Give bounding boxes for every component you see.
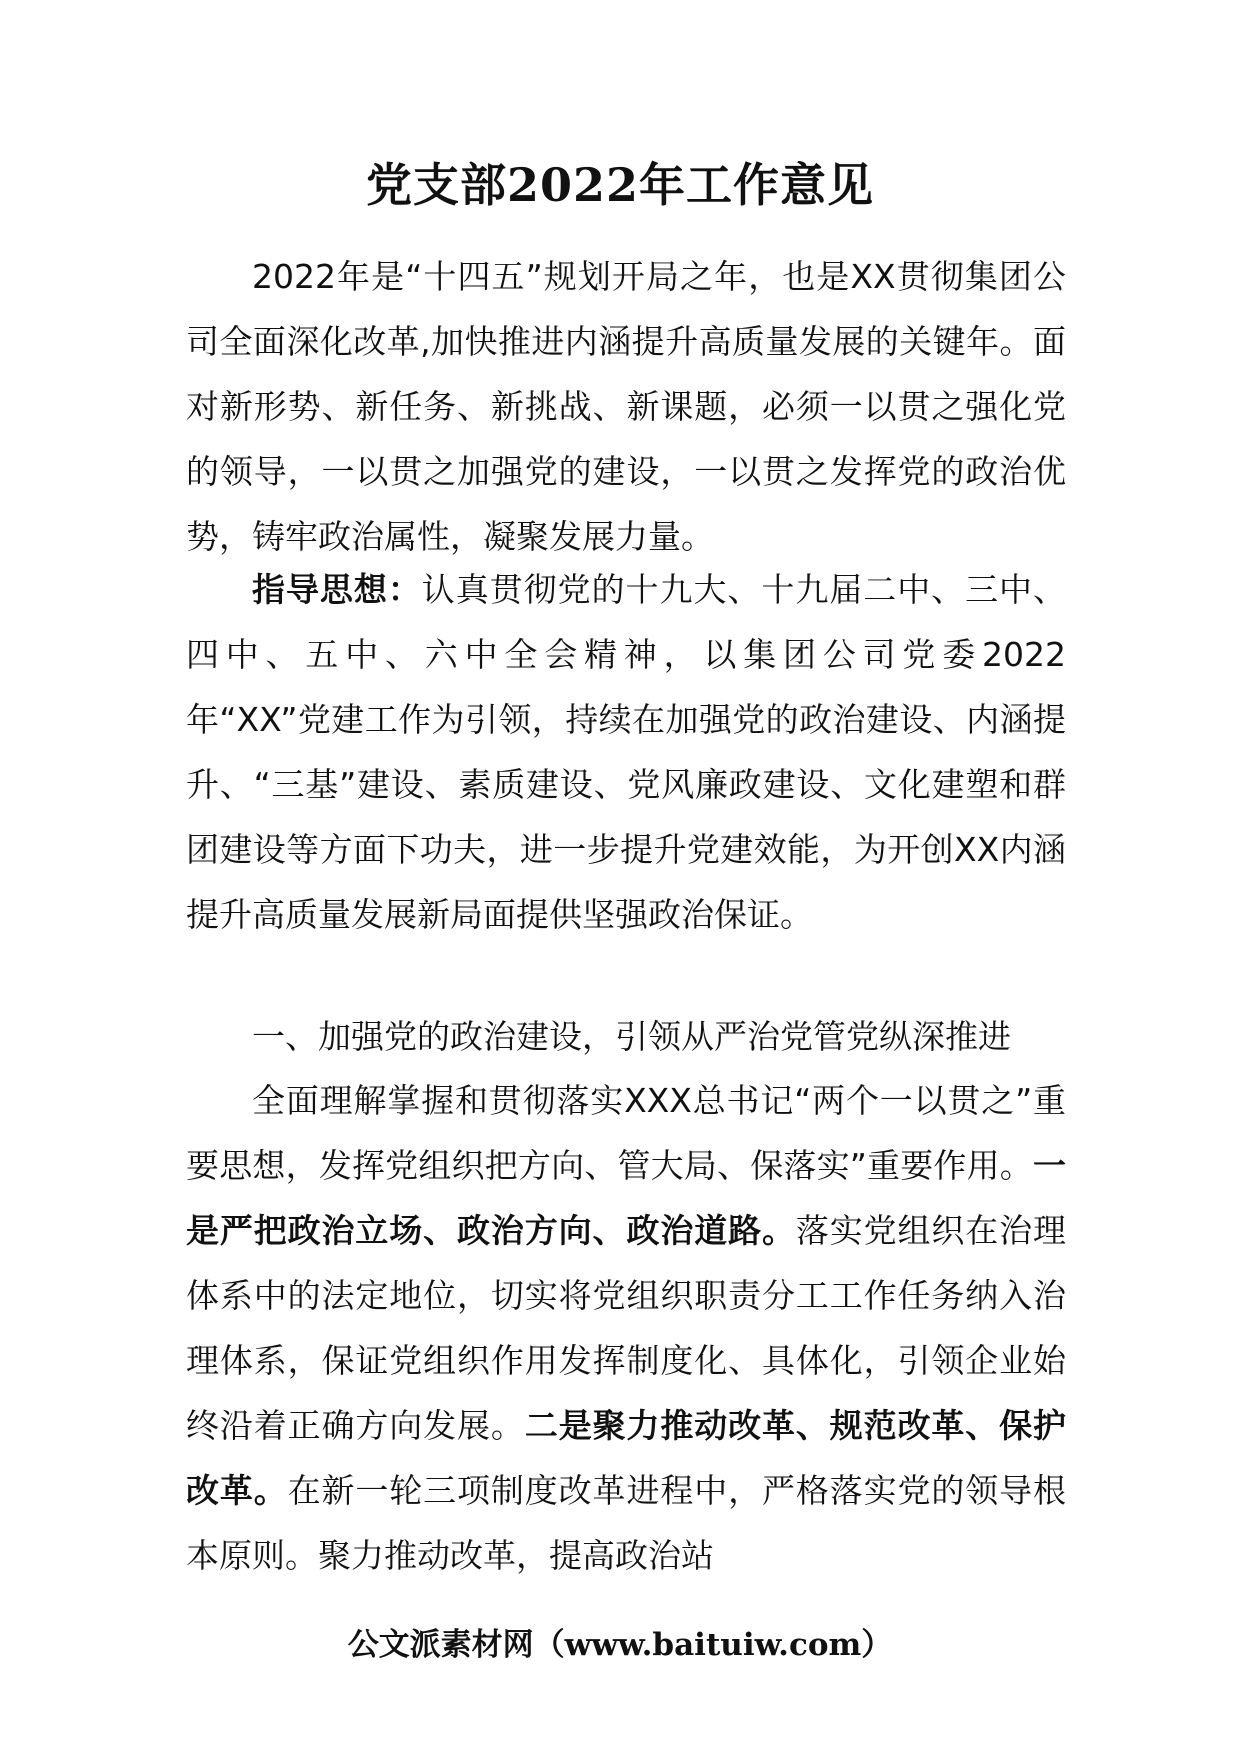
- point-1-heading: 一是严把政治立场、政治方向、政治道路。: [186, 1146, 1066, 1250]
- point-2-text: 在新一轮三项制度改革进程中，严格落实党的领导根本原则。聚力推动改革，提高政治站: [186, 1471, 1067, 1575]
- guiding-thought-paragraph: [186, 557, 1066, 947]
- section-1-heading: 一、加强党的政治建设，引领从严治党管党纵深推进: [252, 1017, 1011, 1056]
- document-title: 党支部2022年工作意见: [365, 158, 875, 212]
- section-1-intro-text: 全面理解掌握和贯彻落实XXX总书记“两个一以贯之”重要思想，发挥党组织把方向、管大局、保落实”重要作用。: [186, 1081, 1066, 1185]
- intro-paragraph: 2022年是“十四五”规划开局之年，也是XX贯彻集团公司全面深化改革,加快推进内涵提升高质量发展的关键年。面对新形势、新任务、新挑战、新课题，必须一以贯之强化党的领导，一以贯之加强党的建设，一以贯之发挥党的政治优势，铸牢政治属性，凝聚发展力量。: [186, 257, 1066, 556]
- point-2-heading: 二是聚力推动改革、规范改革、保护改革。: [186, 1406, 1067, 1510]
- footer-source: 公文派素材网（www.baituiw.com）: [347, 1627, 893, 1663]
- guiding-thought-label: 指导思想：: [252, 570, 422, 609]
- section-1-paragraph: [186, 1068, 1066, 1588]
- point-1-text: 落实党组织在治理体系中的法定地位，切实将党组织职责分工工作任务纳入治理体系，保证党组织作用发挥制度化、具体化，引领企业始终沿着正确方向发展。: [186, 1211, 1067, 1445]
- guiding-thought-text: 认真贯彻党的十九大、十九届二中、三中、四中、五中、六中全会精神，以集团公司党委2022年“XX”党建工作为引领，持续在加强党的政治建设、内涵提升、“三基”建设、素质建设、党风廉政建设、文化建塑和群团建设等方面下功夫，进一步提升党建效能，为开创XX内涵提升高质量发展新局面提供坚强政治保证。: [186, 570, 1067, 934]
